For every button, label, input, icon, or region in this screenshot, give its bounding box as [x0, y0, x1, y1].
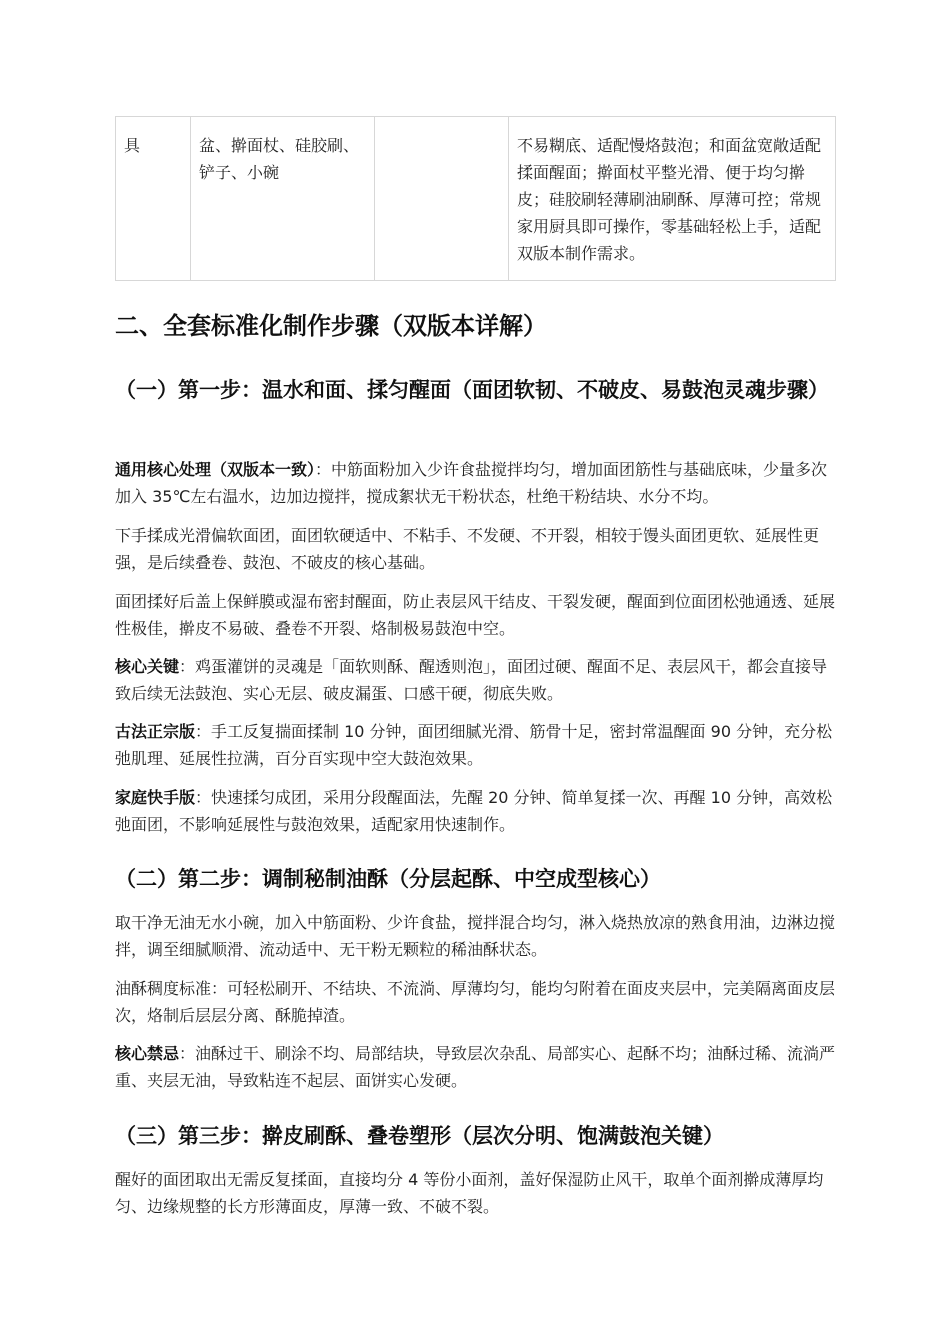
step1-paragraph — [115, 718, 843, 772]
table-cell-category: 具 — [116, 117, 191, 281]
step1-p1-label: 通用核心处理（双版本一致） — [115, 460, 316, 479]
table-cell-empty — [375, 117, 509, 281]
step2-paragraph: 油酥稠度标准：可轻松刷开、不结块、不流淌、厚薄均匀，能均匀附着在面皮夹层中，完美隔离面皮层次，烙制后层层分离、酥脆掉渣。 — [115, 979, 836, 1025]
step1-p5-text: ：手工反复揣面揉制 10 分钟，面团细腻光滑、筋骨十足，密封常温醒面 90 分钟，充分松弛肌理、延展性拉满，百分百实现中空大鼓泡效果。 — [115, 722, 833, 768]
step1-p6-text: ：快速揉匀成团，采用分段醒面法，先醒 20 分钟、简单复揉一次、再醒 10 分钟，高效松弛面团，不影响延展性与鼓泡效果，适配家用快速制作。 — [115, 788, 833, 834]
step1-p4-text: ：鸡蛋灌饼的灵魂是「面软则酥、醒透则泡」，面团过硬、醒面不足、表层风干，都会直接导致后续无法鼓泡、实心无层、破皮漏蛋、口感干硬，彻底失败。 — [115, 657, 828, 703]
table-row — [116, 117, 836, 281]
step1-p6-label: 家庭快手版 — [115, 788, 196, 807]
step1-paragraph — [115, 653, 843, 707]
step3-title: （三）第三步：擀皮刷酥、叠卷塑形（层次分明、饱满鼓泡关键） — [115, 1124, 724, 1148]
step1-p5-label: 古法正宗版 — [115, 722, 196, 741]
step1-paragraph: 下手揉成光滑偏软面团，面团软硬适中、不粘手、不发硬、不开裂，相较于馒头面团更软、延展性更强，是后续叠卷、鼓泡、不破皮的核心基础。 — [115, 526, 820, 572]
step3-paragraph: 醒好的面团取出无需反复揉面，直接均分 4 等份小面剂，盖好保湿防止风干，取单个面剂擀成薄厚均匀、边缘规整的长方形薄面皮，厚薄一致、不破不裂。 — [115, 1170, 824, 1216]
step1-p1-text: ：中筋面粉加入少许食盐搅拌均匀，增加面团筋性与基础底味，少量多次加入 35℃左右温水，边加边搅拌，搅成絮状无干粉状态，杜绝干粉结块、水分不均。 — [115, 460, 828, 506]
step2-paragraph: 取干净无油无水小碗，加入中筋面粉、少许食盐，搅拌混合均匀，淋入烧热放凉的熟食用油，边淋边搅拌，调至细腻顺滑、流动适中、无干粉无颗粒的稀油酥状态。 — [115, 913, 836, 959]
step1-paragraph: 面团揉好后盖上保鲜膜或湿布密封醒面，防止表层风干结皮、干裂发硬，醒面到位面团松弛通透、延展性极佳，擀皮不易破、叠卷不开裂、烙制极易鼓泡中空。 — [115, 592, 836, 638]
step2-paragraph — [115, 1040, 843, 1094]
step2-p3-text: ：油酥过干、刷涂不均、局部结块，导致层次杂乱、局部实心、起酥不均；油酥过稀、流淌严重、夹层无油，导致粘连不起层、面饼实心发硬。 — [115, 1044, 836, 1090]
tools-table — [115, 116, 836, 281]
section-title: 二、全套标准化制作步骤（双版本详解） — [115, 312, 547, 340]
step1-p4-label: 核心关键 — [115, 657, 180, 676]
table-cell-notes: 不易糊底、适配慢烙鼓泡；和面盆宽敞适配揉面醒面；擀面杖平整光滑、便于均匀擀皮；硅胶刷轻薄刷油刷酥、厚薄可控；常规家用厨具即可操作，零基础轻松上手，适配双版本制作需求。 — [509, 117, 836, 281]
step2-p3-label: 核心禁忌 — [115, 1044, 180, 1063]
table-cell-tools: 盆、擀面杖、硅胶刷、铲子、小碗 — [191, 117, 375, 281]
step1-title: （一）第一步：温水和面、揉匀醒面（面团软韧、不破皮、易鼓泡灵魂步骤） — [115, 378, 829, 402]
step2-title: （二）第二步：调制秘制油酥（分层起酥、中空成型核心） — [115, 867, 661, 891]
step1-paragraph — [115, 456, 843, 510]
step1-paragraph — [115, 784, 843, 838]
